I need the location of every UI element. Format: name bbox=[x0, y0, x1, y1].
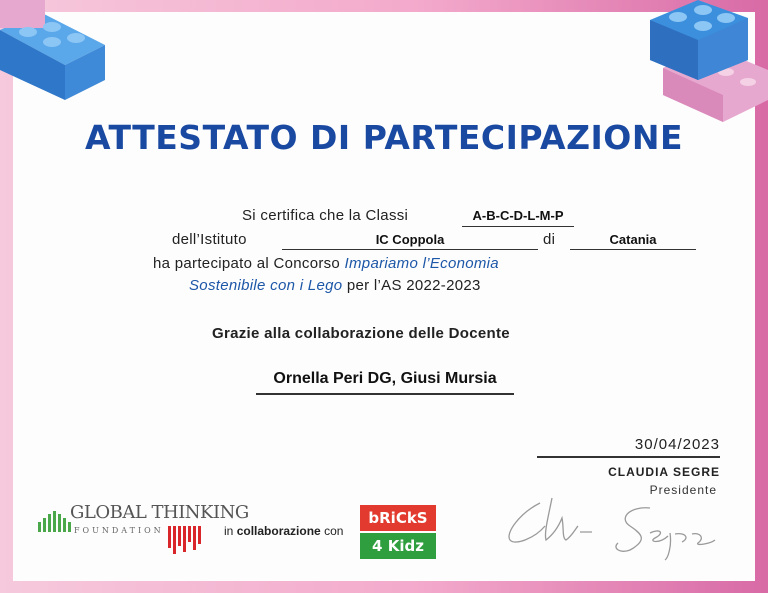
classes-value: A-B-C-D-L-M-P bbox=[472, 208, 564, 223]
global-thinking-logo bbox=[38, 500, 249, 562]
date-value: 30/04/2023 bbox=[634, 436, 720, 453]
global-thinking-name: GLOBAL THINKING bbox=[70, 502, 249, 523]
contest-prefix: ha partecipato al Concorso bbox=[153, 255, 341, 272]
collab-prefix: in bbox=[224, 524, 234, 538]
bar-chart-logo-icon bbox=[38, 508, 72, 532]
bricks-logo-top: bRiCkS bbox=[360, 505, 436, 531]
city-prefix: di bbox=[543, 231, 556, 248]
school-year: per l’AS 2022-2023 bbox=[346, 277, 481, 294]
global-thinking-foundation: FOUNDATION bbox=[74, 526, 164, 535]
signer-role: Presidente bbox=[649, 483, 717, 497]
contest-line bbox=[153, 255, 499, 272]
contest-line-2 bbox=[189, 277, 481, 294]
signer-name: CLAUDIA SEGRE bbox=[608, 465, 720, 479]
red-bars-logo-icon bbox=[168, 526, 206, 558]
lego-brick-top-left-icon bbox=[0, 0, 110, 105]
bricks-logo-bottom: 4 Kidz bbox=[360, 533, 436, 559]
classes-prefix: Si certifica che la Classi bbox=[242, 207, 409, 224]
institute-underline bbox=[282, 249, 538, 250]
collab-suffix: con bbox=[324, 524, 344, 538]
bricks-4-kidz-logo bbox=[360, 505, 438, 561]
institute-value: IC Coppola bbox=[375, 232, 445, 247]
teachers-value: Ornella Peri DG, Giusi Mursia bbox=[273, 370, 497, 387]
teachers-underline bbox=[256, 393, 514, 395]
certificate-title: ATTESTATO DI PARTECIPAZIONE bbox=[85, 118, 683, 157]
city-underline bbox=[570, 249, 696, 250]
city-value: Catania bbox=[609, 232, 657, 247]
contest-name-part1: Impariamo l’Economia bbox=[344, 255, 499, 272]
institute-prefix: dell’Istituto bbox=[172, 231, 247, 248]
collab-bold: collaborazione bbox=[236, 524, 321, 538]
thanks-text: Grazie alla collaborazione delle Docente bbox=[212, 325, 510, 342]
signature-image bbox=[500, 488, 725, 563]
contest-name-part2: Sostenibile con i Lego bbox=[189, 277, 343, 294]
classes-underline bbox=[462, 226, 574, 227]
date-underline bbox=[537, 456, 720, 458]
lego-brick-top-right-icon bbox=[648, 0, 768, 125]
collaboration-text bbox=[224, 524, 343, 538]
